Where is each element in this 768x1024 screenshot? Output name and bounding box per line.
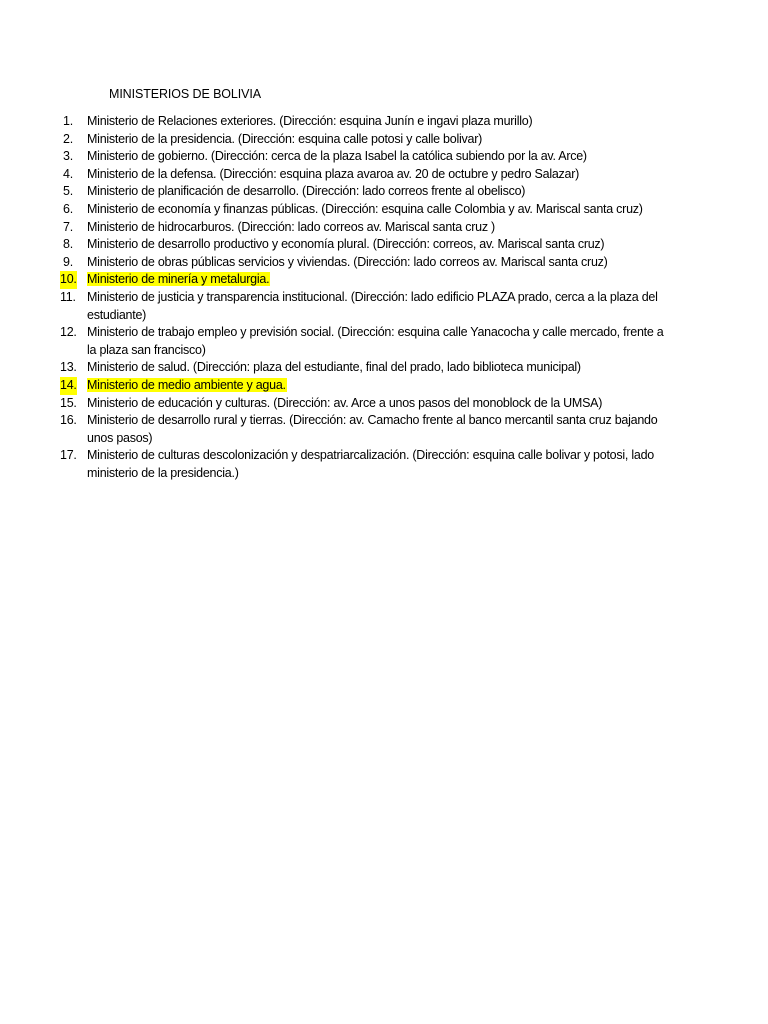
list-item-number: 14. xyxy=(60,377,77,395)
list-item xyxy=(60,148,670,166)
list-item xyxy=(60,254,670,272)
list-item-number: 6. xyxy=(63,201,73,216)
list-item-number: 2. xyxy=(63,131,73,146)
list-item-text: Ministerio de hidrocarburos. (Dirección: lado correos av. Mariscal santa cruz ) xyxy=(87,219,495,234)
list-item-text: Ministerio de culturas descolonización y despatriarcalización. (Dirección: esquina calle bolivar y potosi, lado ministerio de la presidencia.) xyxy=(87,448,654,480)
list-item-text: Ministerio de obras públicas servicios y viviendas. (Dirección: lado correos av. Mariscal santa cruz) xyxy=(87,254,608,269)
list-item-number: 9. xyxy=(63,254,73,269)
list-item xyxy=(60,131,670,149)
list-item-number: 12. xyxy=(60,325,77,340)
list-item xyxy=(60,447,670,482)
list-item-text: Ministerio de economía y finanzas públicas. (Dirección: esquina calle Colombia y av. Mariscal santa cruz) xyxy=(87,201,643,216)
highlighted-text: Ministerio de minería y metalurgia. xyxy=(87,272,270,287)
list-item-text: Ministerio de salud. (Dirección: plaza del estudiante, final del prado, lado biblioteca municipal) xyxy=(87,360,581,375)
list-item-text: Ministerio de justicia y transparencia institucional. (Dirección: lado edificio PLAZA prado, cerca a la plaza del estudiante) xyxy=(87,289,658,322)
list-item xyxy=(60,201,670,219)
list-item-text xyxy=(87,271,670,289)
list-item xyxy=(60,412,670,447)
list-item-text: Ministerio de trabajo empleo y previsión social. (Dirección: esquina calle Yanacocha y calle mercado, frente a la plaza san francisco) xyxy=(87,325,664,357)
list-item xyxy=(60,395,670,413)
list-item-text xyxy=(87,377,670,395)
list-item-number: 8. xyxy=(63,237,73,252)
list-item-text: Ministerio de la defensa. (Dirección: esquina plaza avaroa av. 20 de octubre y pedro Salazar) xyxy=(87,166,580,181)
list-item-text: Ministerio de la presidencia. (Dirección: esquina calle potosi y calle bolivar) xyxy=(87,131,483,146)
list-item xyxy=(60,271,670,289)
list-item xyxy=(60,377,670,395)
highlighted-text: Ministerio de medio ambiente y agua. xyxy=(87,377,286,392)
list-item xyxy=(60,166,670,184)
list-item-text: Ministerio de gobierno. (Dirección: cerca de la plaza Isabel la católica subiendo por la av. Arce) xyxy=(87,149,587,164)
list-item-text: Ministerio de educación y culturas. (Dirección: av. Arce a unos pasos del monoblock de la UMSA) xyxy=(87,395,603,410)
list-item xyxy=(60,183,670,201)
list-item-text: Ministerio de desarrollo productivo y economía plural. (Dirección: correos, av. Mariscal santa cruz) xyxy=(87,237,605,252)
list-item xyxy=(60,289,670,324)
list-item-number: 10. xyxy=(60,271,77,289)
list-item-text: Ministerio de desarrollo rural y tierras. (Dirección: av. Camacho frente al banco mercantil santa cruz bajando unos pasos) xyxy=(87,413,658,445)
list-item-number: 16. xyxy=(60,413,77,428)
list-item-number: 1. xyxy=(63,114,73,128)
list-item-text: Ministerio de planificación de desarrollo. (Dirección: lado correos frente al obelisco) xyxy=(87,184,526,199)
list-item-number: 15. xyxy=(60,395,77,410)
list-item xyxy=(60,219,670,237)
list-item-number: 7. xyxy=(63,219,73,234)
list-item xyxy=(60,113,670,131)
list-item-number: 11. xyxy=(60,289,76,304)
list-item-number: 3. xyxy=(63,149,73,164)
list-item xyxy=(60,359,670,377)
list-item-number: 17. xyxy=(60,448,77,463)
document-title: MINISTERIOS DE BOLIVIA xyxy=(109,87,261,101)
list-item-number: 13. xyxy=(60,360,77,375)
list-item-number: 5. xyxy=(63,184,73,199)
list-item xyxy=(60,236,670,254)
list-item xyxy=(60,324,670,359)
ministry-list xyxy=(60,113,670,482)
list-item-number: 4. xyxy=(63,166,73,181)
list-item-text: Ministerio de Relaciones exteriores. (Dirección: esquina Junín e ingavi plaza murillo) xyxy=(87,114,533,128)
